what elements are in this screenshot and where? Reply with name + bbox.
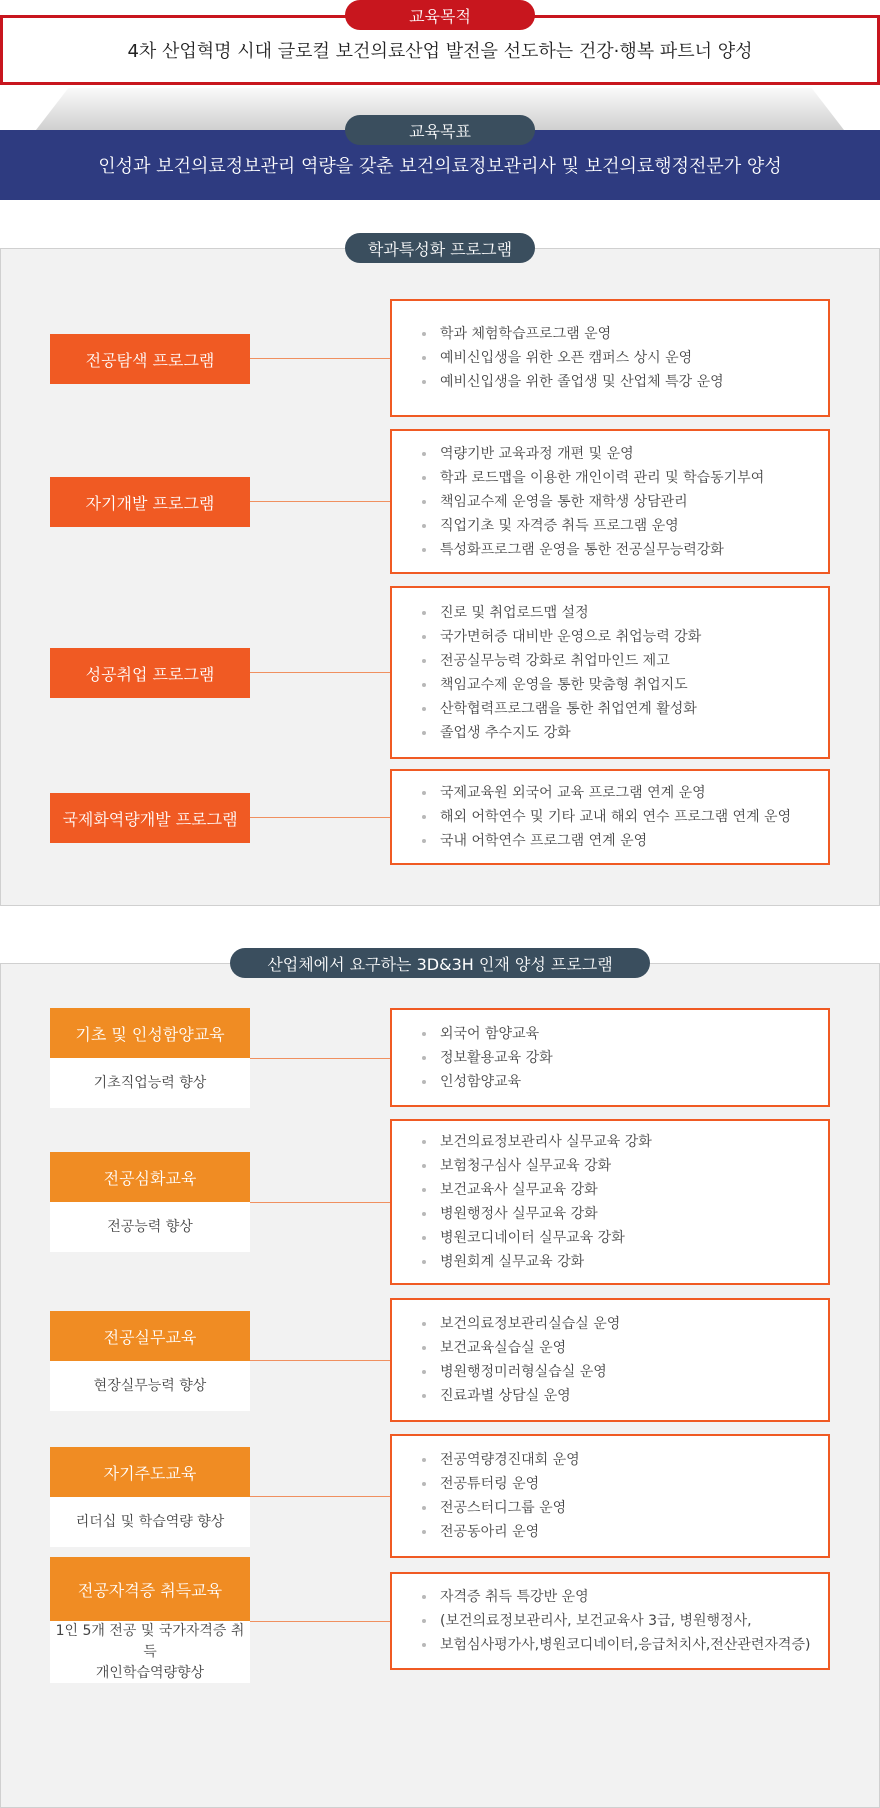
specialization-title: 학과특성화 프로그램 [345,233,535,263]
program-label: 전공자격증 취득교육 [50,1557,250,1621]
list-item: 책임교수제 운영을 통한 재학생 상담관리 [420,490,808,514]
connector-line [250,1202,390,1203]
list-item: 보건교육사 실무교육 강화 [420,1178,808,1202]
program-detail-box [390,429,830,574]
list-item: 전공역량경진대회 운영 [420,1448,808,1472]
program-detail-box [390,586,830,759]
list-item: 자격증 취득 특강반 운영 [420,1585,808,1609]
purpose-text: 4차 산업혁명 시대 글로컬 보건의료산업 발전을 선도하는 건강·행복 파트너 양성 [127,41,753,62]
list-item: 보건의료정보관리사 실무교육 강화 [420,1130,808,1154]
program-detail-box [390,769,830,865]
list-item: 보건교육실습실 운영 [420,1336,808,1360]
list-item: 학과 로드맵을 이용한 개인이력 관리 및 학습동기부여 [420,466,808,490]
connector-line [250,358,390,359]
program-sublabel: 1인 5개 전공 및 국가자격증 취득 개인학습역량향상 [50,1621,250,1683]
list-item: 예비신입생을 위한 졸업생 및 산업체 특강 운영 [420,370,808,394]
list-item: 책임교수제 운영을 통한 맞춤형 취업지도 [420,673,808,697]
program-sublabel: 기초직업능력 향상 [50,1058,250,1108]
program-label: 국제화역량개발 프로그램 [50,793,250,843]
list-item: 해외 어학연수 및 기타 교내 해외 연수 프로그램 연계 운영 [420,805,808,829]
connector-line [250,1058,390,1059]
list-item: 진로 및 취업로드맵 설정 [420,601,808,625]
list-item: 보험청구심사 실무교육 강화 [420,1154,808,1178]
list-item: 전공스터디그룹 운영 [420,1496,808,1520]
list-item: 전공실무능력 강화로 취업마인드 제고 [420,649,808,673]
program-label: 자기주도교육 [50,1447,250,1497]
list-item: 학과 체험학습프로그램 운영 [420,322,808,346]
list-item: 보건의료정보관리실습실 운영 [420,1312,808,1336]
program-detail-box [390,1008,830,1107]
list-item: 직업기초 및 자격증 취득 프로그램 운영 [420,514,808,538]
purpose-badge: 교육목적 [345,0,535,30]
list-item: 국제교육원 외국어 교육 프로그램 연계 운영 [420,781,808,805]
connector-line [250,1496,390,1497]
industry-title: 산업체에서 요구하는 3D&3H 인재 양성 프로그램 [230,948,650,978]
list-item: 병원행정사 실무교육 강화 [420,1202,808,1226]
list-item: 병원코디네이터 실무교육 강화 [420,1226,808,1250]
program-sublabel: 현장실무능력 향상 [50,1361,250,1411]
connector-line [250,501,390,502]
list-item: 특성화프로그램 운영을 통한 전공실무능력강화 [420,538,808,562]
program-label: 전공실무교육 [50,1311,250,1361]
list-item: 산학협력프로그램을 통한 취업연계 활성화 [420,697,808,721]
list-item: 보험심사평가사,병원코디네이터,응급처치사,전산관련자격증) [420,1633,808,1657]
list-item: 진료과별 상담실 운영 [420,1384,808,1408]
program-label: 전공심화교육 [50,1152,250,1202]
list-item: 인성함양교육 [420,1070,808,1094]
list-item: 예비신입생을 위한 오픈 캠퍼스 상시 운영 [420,346,808,370]
program-label: 성공취업 프로그램 [50,648,250,698]
list-item: 외국어 함양교육 [420,1022,808,1046]
program-sublabel: 리더십 및 학습역량 향상 [50,1497,250,1547]
list-item: (보건의료정보관리사, 보건교육사 3급, 병원행정사, [420,1609,808,1633]
program-detail-box [390,299,830,417]
list-item: 역량기반 교육과정 개편 및 운영 [420,442,808,466]
program-sublabel: 전공능력 향상 [50,1202,250,1252]
connector-line [250,672,390,673]
program-label: 기초 및 인성함양교육 [50,1008,250,1058]
list-item: 정보활용교육 강화 [420,1046,808,1070]
program-detail-box [390,1572,830,1670]
list-item: 전공동아리 운영 [420,1520,808,1544]
goal-text: 인성과 보건의료정보관리 역량을 갖춘 보건의료정보관리사 및 보건의료행정전문가 양성 [98,156,782,177]
program-detail-box [390,1119,830,1285]
list-item: 국내 어학연수 프로그램 연계 운영 [420,829,808,853]
list-item: 졸업생 추수지도 강화 [420,721,808,745]
program-detail-box [390,1434,830,1558]
list-item: 국가면허증 대비반 운영으로 취업능력 강화 [420,625,808,649]
connector-line [250,1360,390,1361]
list-item: 병원행정미러형실습실 운영 [420,1360,808,1384]
goal-badge: 교육목표 [345,115,535,145]
program-label: 전공탐색 프로그램 [50,334,250,384]
connector-line [250,817,390,818]
program-detail-box [390,1298,830,1422]
list-item: 병원회계 실무교육 강화 [420,1250,808,1274]
program-label: 자기개발 프로그램 [50,477,250,527]
connector-line [250,1621,390,1622]
list-item: 전공튜터링 운영 [420,1472,808,1496]
